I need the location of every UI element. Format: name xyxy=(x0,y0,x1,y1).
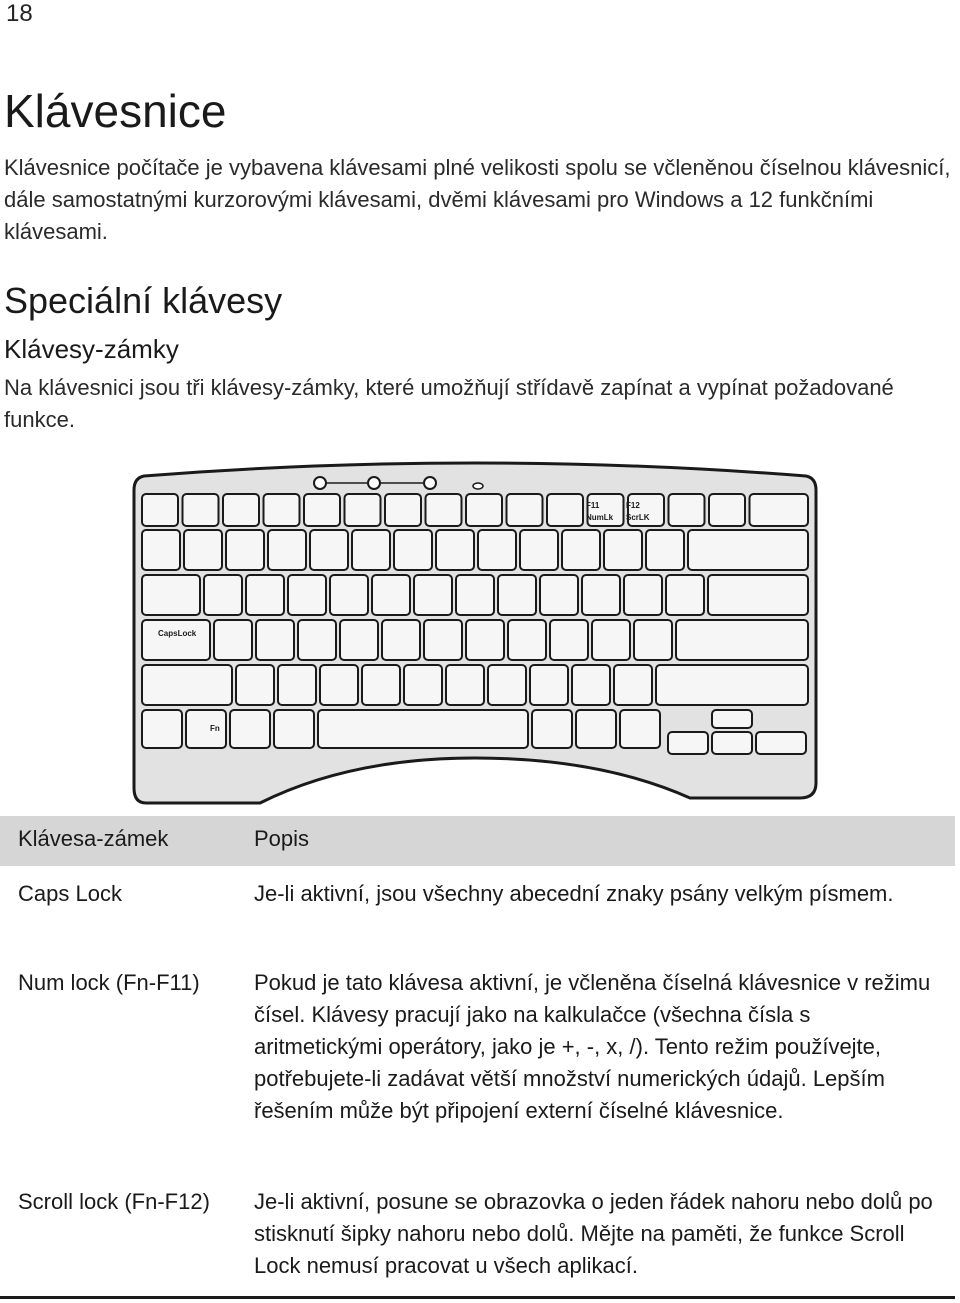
keyboard-key xyxy=(620,710,660,748)
keyboard-key xyxy=(592,620,630,660)
table-header-key: Klávesa-zámek xyxy=(18,826,169,851)
key-fn xyxy=(186,710,226,748)
page-title: Klávesnice xyxy=(4,85,227,137)
keyboard-key xyxy=(264,494,300,526)
keyboard-key xyxy=(278,665,316,705)
table-row-desc: Pokud je tato klávesa aktivní, je včleněna číselná klávesnice v režimu čísel. Klávesy pracují jako na kalkulačce (všechna čísla s aritmetickými operátory, jako je +, -, x, /). Tento režim používejte, potřebujete-li zadávat větší množství numerických údajů. Lepším řešením může být připojení externí číselné klávesnice. xyxy=(254,970,931,1123)
keyboard-key xyxy=(507,494,543,526)
page-number: 18 xyxy=(6,0,33,27)
keyboard-key xyxy=(668,732,708,754)
key-f11-label-bottom: NumLk xyxy=(586,513,614,522)
keyboard-key xyxy=(223,494,259,526)
keyboard-key xyxy=(318,710,528,748)
table-row-key: Caps Lock xyxy=(18,881,122,906)
keyboard-key xyxy=(230,710,270,748)
keyboard-key xyxy=(404,665,442,705)
keyboard-key xyxy=(712,732,752,754)
key-capslock xyxy=(142,620,210,660)
table-row-desc: Je-li aktivní, jsou všechny abecední znaky psány velkým písmem. xyxy=(254,881,894,906)
subsection-title: Klávesy-zámky xyxy=(4,334,179,364)
keyboard-key xyxy=(394,530,432,570)
keyboard-key xyxy=(142,575,200,615)
keyboard-key xyxy=(756,732,806,754)
keyboard-key xyxy=(520,530,558,570)
keyboard-key xyxy=(614,665,652,705)
key-capslock-label: CapsLock xyxy=(158,629,197,638)
keyboard-key xyxy=(288,575,326,615)
keyboard-key xyxy=(345,494,381,526)
keyboard-key xyxy=(184,530,222,570)
keyboard-key xyxy=(604,530,642,570)
key-f12-label-bottom: ScrLK xyxy=(626,513,650,522)
keyboard-key xyxy=(547,494,583,526)
table-row-desc: Je-li aktivní, posune se obrazovka o jeden řádek nahoru nebo dolů po stisknutí šipky nahoru nebo dolů. Mějte na paměti, že funkce Scroll Lock nemusí pracovat u všech aplikací. xyxy=(254,1189,933,1278)
keyboard-key xyxy=(183,494,219,526)
keyboard-key xyxy=(676,620,808,660)
keyboard-key xyxy=(298,620,336,660)
keyboard-key xyxy=(274,710,314,748)
keyboard-key xyxy=(426,494,462,526)
keyboard-key xyxy=(142,665,232,705)
table-row-key: Scroll lock (Fn-F12) xyxy=(18,1189,210,1214)
key-fn-label: Fn xyxy=(210,724,220,733)
key-f11-label-top: F11 xyxy=(586,501,600,510)
keyboard-key xyxy=(634,620,672,660)
keyboard-key xyxy=(414,575,452,615)
intro-paragraph: Klávesnice počítače je vybavena klávesami plné velikosti spolu se včleněnou číselnou klávesnicí, dále samostatnými kurzorovými klávesami, dvěmi klávesami pro Windows a 12 funkčními klávesami. xyxy=(4,155,951,244)
keyboard-key xyxy=(268,530,306,570)
keyboard-key xyxy=(246,575,284,615)
keyboard-key xyxy=(666,575,704,615)
keyboard-key xyxy=(382,620,420,660)
keyboard-key xyxy=(424,620,462,660)
keyboard-key xyxy=(750,494,809,526)
keyboard-key xyxy=(372,575,410,615)
keyboard-key xyxy=(466,494,502,526)
subsection-text: Na klávesnici jsou tři klávesy-zámky, které umožňují střídavě zapínat a vypínat požadované funkce. xyxy=(4,375,894,432)
keyboard-key xyxy=(624,575,662,615)
keyboard-key xyxy=(352,530,390,570)
keyboard-key xyxy=(310,530,348,570)
keyboard-key xyxy=(572,665,610,705)
keyboard-key xyxy=(330,575,368,615)
keyboard-key xyxy=(466,620,504,660)
keyboard-key xyxy=(712,710,752,728)
keyboard-key xyxy=(562,530,600,570)
keyboard-key xyxy=(646,530,684,570)
keyboard-key xyxy=(142,494,178,526)
keyboard-key xyxy=(304,494,340,526)
keyboard-key xyxy=(340,620,378,660)
keyboard-key xyxy=(478,530,516,570)
keyboard-key xyxy=(498,575,536,615)
keyboard-key xyxy=(226,530,264,570)
keyboard-illustration xyxy=(130,458,820,810)
keyboard-key xyxy=(708,575,808,615)
keyboard-key xyxy=(488,665,526,705)
section-title: Speciální klávesy xyxy=(4,280,283,321)
keyboard-key xyxy=(669,494,705,526)
keyboard-key xyxy=(446,665,484,705)
table-header-desc: Popis xyxy=(254,826,310,851)
keyboard-key xyxy=(236,665,274,705)
key-f12-label-top: F12 xyxy=(626,501,640,510)
keyboard-key xyxy=(204,575,242,615)
keyboard-key xyxy=(256,620,294,660)
keyboard-key xyxy=(709,494,745,526)
keyboard-key xyxy=(576,710,616,748)
keyboard-key xyxy=(530,665,568,705)
keyboard-key xyxy=(142,530,180,570)
keyboard-key xyxy=(550,620,588,660)
keyboard-key xyxy=(688,530,808,570)
table-row-key: Num lock (Fn-F11) xyxy=(18,970,200,995)
keyboard-key xyxy=(540,575,578,615)
keyboard-key xyxy=(214,620,252,660)
keyboard-key xyxy=(142,710,182,748)
keyboard-key xyxy=(582,575,620,615)
keyboard-key xyxy=(362,665,400,705)
keyboard-key xyxy=(508,620,546,660)
keyboard-key xyxy=(456,575,494,615)
keyboard-key xyxy=(320,665,358,705)
keyboard-key xyxy=(656,665,808,705)
keyboard-key xyxy=(532,710,572,748)
keyboard-key xyxy=(385,494,421,526)
keyboard-key xyxy=(436,530,474,570)
table-bottom-rule xyxy=(0,1296,955,1299)
